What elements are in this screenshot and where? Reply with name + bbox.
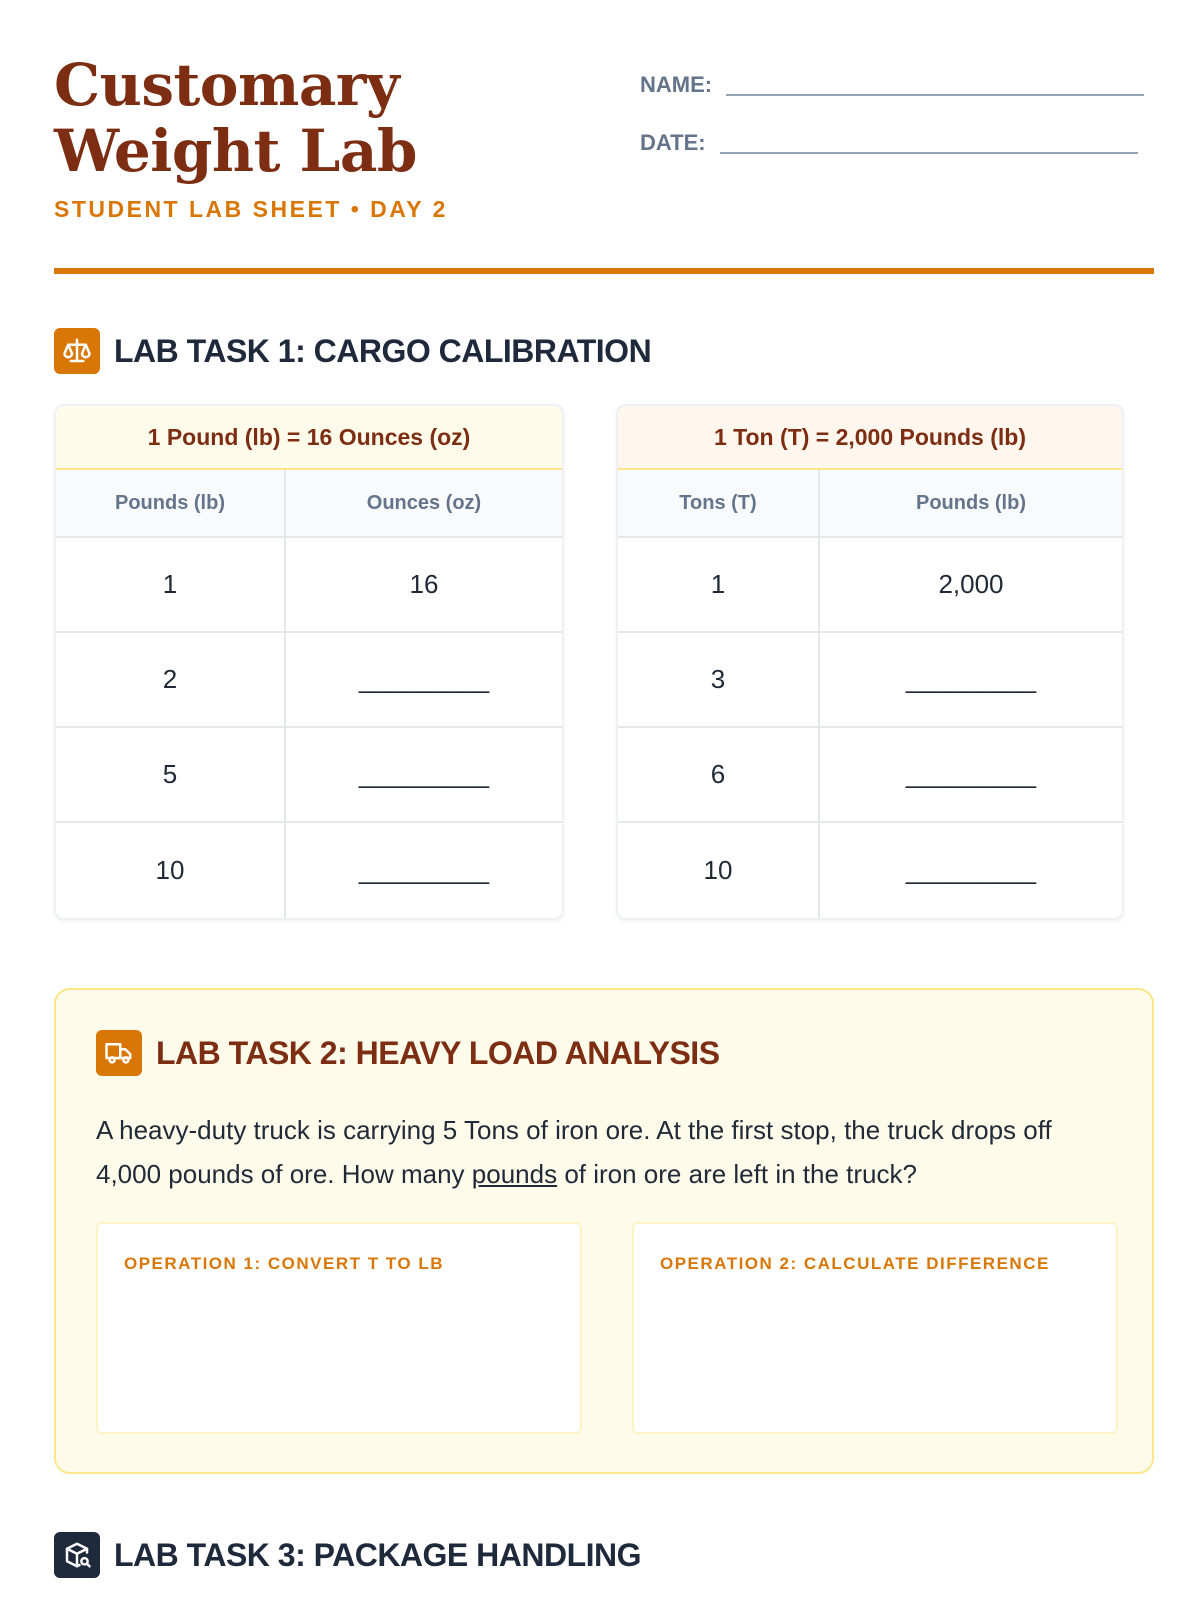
table-row [618,538,1122,633]
task2-panel [54,988,1154,1474]
table-row [618,728,1122,823]
name-field[interactable] [726,94,1144,96]
problem-emphasis: pounds [471,1159,558,1189]
task2-title: LAB TASK 2: HEAVY LOAD ANALYSIS [156,1034,720,1071]
table-column-headers [56,470,562,538]
operation-2-workspace[interactable] [632,1222,1118,1434]
package-search-icon [54,1532,100,1578]
table-row [56,538,562,633]
table-heading: 1 Pound (lb) = 16 Ounces (oz) [56,406,562,470]
table-cell: 5 [56,728,286,821]
page-title: Customary Weight Lab [54,51,417,185]
table-cell: 3 [618,633,820,726]
table-cell: 10 [56,823,286,918]
table-row [56,823,562,918]
table-row [618,633,1122,728]
table-column-headers [618,470,1122,538]
operation-2-label: OPERATION 2: CALCULATE DIFFERENCE [660,1254,1050,1273]
date-field[interactable] [720,152,1138,154]
table-row [56,633,562,728]
answer-blank[interactable]: _________ [905,759,1037,789]
table-row [56,728,562,823]
table-cell: 16 [409,569,439,599]
table-cell: 10 [618,823,820,918]
pounds-ounces-table [54,404,564,920]
task3-heading [54,1532,641,1578]
answer-blank[interactable]: _________ [358,855,490,885]
table-cell: 1 [618,538,820,631]
header [54,52,1154,274]
truck-icon [96,1030,142,1076]
problem-text [96,1108,1106,1196]
header-divider [54,268,1154,274]
table-cell: 2 [56,633,286,726]
table-cell: 6 [618,728,820,821]
column-header: Tons (T) [618,470,820,536]
table-row [618,823,1122,918]
table-cell: 2,000 [938,569,1004,599]
date-field-row [640,116,1138,156]
problem-text-start: A heavy-duty truck is carrying 5 Tons of iron ore. At the first stop, the truck drops off 4,000 pounds of ore. How many [96,1115,1052,1189]
column-header: Ounces (oz) [366,491,482,514]
table-cell: 1 [56,538,286,631]
scale-icon [54,328,100,374]
answer-blank[interactable]: _________ [905,664,1037,694]
worksheet-page [54,0,1154,1600]
task1-title: LAB TASK 1: CARGO CALIBRATION [114,332,652,369]
column-header: Pounds (lb) [916,491,1026,514]
page-subtitle: STUDENT LAB SHEET • DAY 2 [54,196,448,222]
task2-heading [96,1030,720,1076]
date-label: DATE: [640,130,706,155]
name-label: NAME: [640,72,713,97]
name-field-row [640,58,1144,98]
column-header: Pounds (lb) [56,470,286,536]
task1-heading [54,328,651,374]
problem-text-end: of iron ore are left in the truck? [557,1159,917,1189]
table-heading: 1 Ton (T) = 2,000 Pounds (lb) [618,406,1122,470]
answer-blank[interactable]: _________ [358,664,490,694]
answer-blank[interactable]: _________ [905,855,1037,885]
operation-1-label: OPERATION 1: CONVERT T TO LB [124,1254,444,1273]
operation-1-workspace[interactable] [96,1222,582,1434]
answer-blank[interactable]: _________ [358,759,490,789]
tons-pounds-table [616,404,1124,920]
task3-title: LAB TASK 3: PACKAGE HANDLING [114,1536,642,1573]
